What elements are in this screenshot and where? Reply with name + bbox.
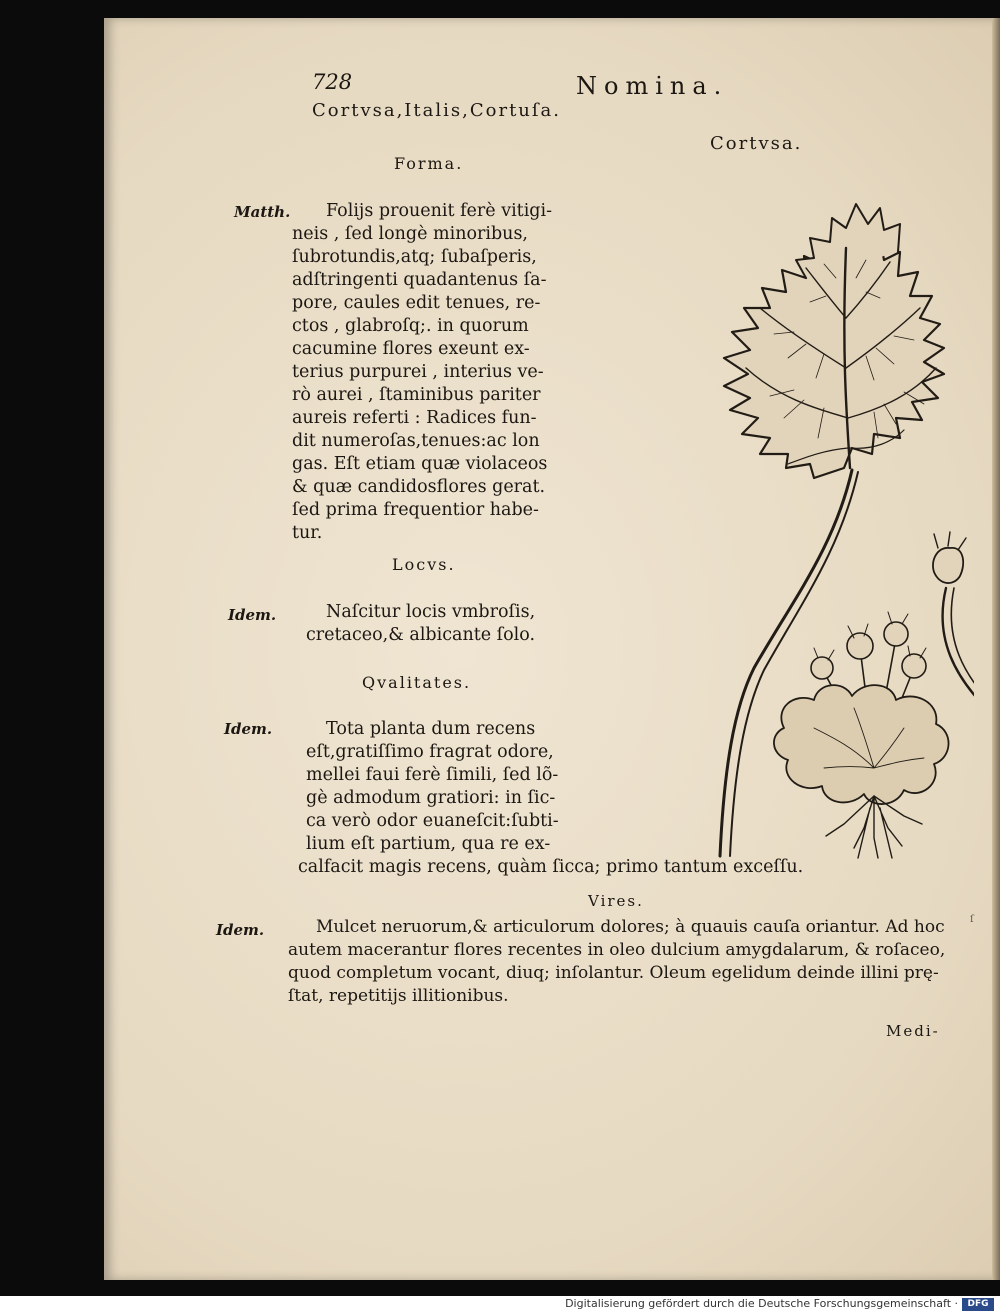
footer-bar xyxy=(0,1296,1000,1314)
qualitates-line: mellei faui ferè ſimili, ſed lõ- xyxy=(306,765,559,785)
catchword: Medi- xyxy=(886,1022,940,1040)
forma-line: Folijs prouenit ferè vitigi- xyxy=(326,201,553,221)
section-heading-forma: Forma. xyxy=(394,154,464,173)
plant-roots xyxy=(826,796,922,858)
dfg-logo-icon: DFG xyxy=(962,1298,994,1311)
nomina-line: Cortvsa,Italis,Cortuſa. xyxy=(312,100,562,121)
forma-line: neis , ſed longè minoribus, xyxy=(292,224,528,244)
figure-caption: Cortvsa. xyxy=(710,133,803,154)
forma-line: dit numeroſas,tenues:ac lon xyxy=(292,431,540,451)
qualitates-line: gè admodum gratiori: in ſic- xyxy=(306,788,556,808)
qualitates-line: calfacit magis recens, quàm ſicca; primo tantum exceſſu. xyxy=(298,857,804,877)
margin-note-idem: Idem. xyxy=(228,606,277,624)
running-head: Nomina. xyxy=(576,72,729,100)
section-heading-vires: Vires. xyxy=(588,892,644,910)
qualitates-line: eſt,gratiſſimo fragrat odore, xyxy=(306,742,554,762)
forma-line: terius purpurei , interius ve- xyxy=(292,362,544,382)
flower-bud xyxy=(933,548,963,583)
vires-line: quod completum vocant, diuq; inſolantur. Oleum egelidum deinde illini prę- xyxy=(288,963,939,983)
forma-line: adſtringenti quadantenus ſa- xyxy=(292,270,547,290)
section-heading-locus: Locvs. xyxy=(392,555,456,574)
margin-note-idem: Idem. xyxy=(216,921,265,939)
forma-line: aureis referti : Radices fun- xyxy=(292,408,537,428)
flower-sprig-stem xyxy=(951,588,974,712)
qualitates-line: Tota planta dum recens xyxy=(326,719,536,739)
section-heading-qualitates: Qvalitates. xyxy=(362,673,472,692)
forma-line: ſed prima frequentior habe- xyxy=(292,500,539,520)
forma-line: & quæ candidosflores gerat. xyxy=(292,477,546,497)
vires-line: ſtat, repetitijs illitionibus. xyxy=(288,986,509,1006)
vires-line: autem macerantur flores recentes in oleo dulcium amygdalarum, & roſaceo, xyxy=(288,940,946,960)
umbel-flower xyxy=(884,622,908,646)
plant-rosette-leaves xyxy=(774,685,949,804)
forma-line: tur. xyxy=(292,523,323,543)
page-edge xyxy=(992,18,1000,1280)
cortusa-woodcut-illustration xyxy=(574,168,974,888)
book-page xyxy=(104,18,1000,1280)
forma-line: ctos , glabroſq;. in quorum xyxy=(292,316,529,336)
margin-note-matth: Matth. xyxy=(234,203,291,221)
footer-credit: Digitalisierung gefördert durch die Deutsche Forschungsgemeinschaft · xyxy=(565,1297,958,1310)
qualitates-line: lium eſt partium, qua re ex- xyxy=(306,834,551,854)
forma-line: pore, caules edit tenues, re- xyxy=(292,293,541,313)
vires-line: Mulcet neruorum,& articulorum dolores; à quauis cauſa oriantur. Ad hoc xyxy=(316,917,945,937)
forma-line: gas. Eſt etiam quæ violaceos xyxy=(292,454,548,474)
umbel-flower xyxy=(847,633,873,659)
margin-mark: ſ xyxy=(970,914,974,925)
umbel-flower xyxy=(902,654,926,678)
umbel-flower xyxy=(811,657,833,679)
leaf-outline xyxy=(724,234,944,478)
forma-line: ſubrotundis,atq; ſubaſperis, xyxy=(292,247,537,267)
qualitates-line: ca verò odor euaneſcit:ſubti- xyxy=(306,811,559,831)
margin-note-idem: Idem. xyxy=(224,720,273,738)
locus-line: Naſcitur locis vmbroſis, xyxy=(326,602,536,622)
forma-line: cacumine flores exeunt ex- xyxy=(292,339,530,359)
forma-line: rò aurei , ſtaminibus pariter xyxy=(292,385,541,405)
locus-line: cretaceo,& albicante ſolo. xyxy=(306,625,536,645)
page-number: 728 xyxy=(312,70,353,94)
